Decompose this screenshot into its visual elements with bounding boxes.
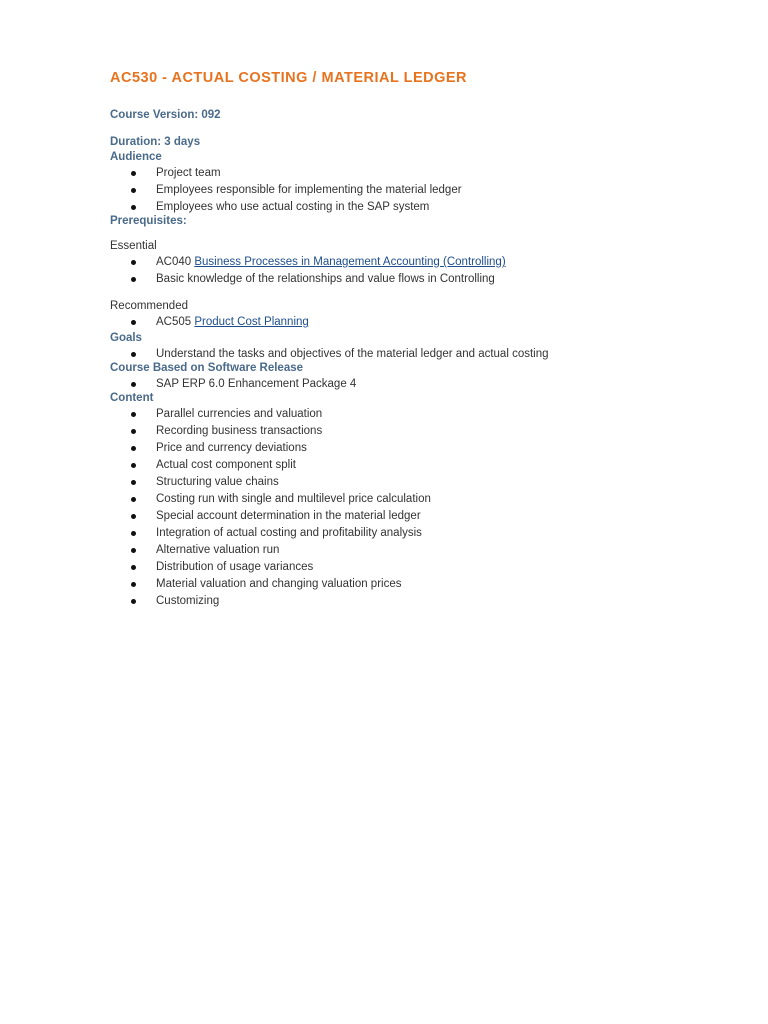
- page-title: AC530 - ACTUAL COSTING / MATERIAL LEDGER: [110, 70, 468, 86]
- software-release-heading: Course Based on Software Release: [110, 362, 304, 374]
- goals-heading: Goals: [110, 332, 142, 344]
- bullet-icon: [131, 171, 136, 176]
- list-item: Material valuation and changing valuation prices: [110, 576, 730, 593]
- course-link-ac505[interactable]: Product Cost Planning: [194, 316, 309, 328]
- list-item: Actual cost component split: [110, 457, 730, 474]
- bullet-icon: [131, 412, 136, 417]
- list-item: Distribution of usage variances: [110, 559, 730, 576]
- list-item: Parallel currencies and valuation: [110, 406, 730, 423]
- bullet-icon: [131, 382, 136, 387]
- audience-list: [110, 165, 730, 216]
- list-item: Employees responsible for implementing the material ledger: [110, 182, 730, 199]
- list-item: AC505 Product Cost Planning: [110, 314, 730, 331]
- list-item: Employees who use actual costing in the SAP system: [110, 199, 730, 216]
- duration: Duration: 3 days: [110, 136, 201, 148]
- bullet-icon: [131, 260, 136, 265]
- bullet-icon: [131, 548, 136, 553]
- essential-label: Essential: [110, 240, 157, 252]
- list-item: Integration of actual costing and profitability analysis: [110, 525, 730, 542]
- course-link-ac040[interactable]: Business Processes in Management Accounting (Controlling): [194, 256, 506, 268]
- list-item: Price and currency deviations: [110, 440, 730, 457]
- list-item: SAP ERP 6.0 Enhancement Package 4: [110, 376, 730, 393]
- list-item: Special account determination in the material ledger: [110, 508, 730, 525]
- bullet-icon: [131, 352, 136, 357]
- list-item: Customizing: [110, 593, 730, 610]
- content-heading: Content: [110, 392, 154, 404]
- list-item: Recording business transactions: [110, 423, 730, 440]
- recommended-list: [110, 314, 730, 331]
- bullet-icon: [131, 531, 136, 536]
- software-release-list: [110, 376, 730, 393]
- bullet-icon: [131, 277, 136, 282]
- course-page: [110, 68, 730, 610]
- bullet-icon: [131, 320, 136, 325]
- content-list: [110, 406, 730, 610]
- prerequisites-heading: Prerequisites:: [110, 215, 187, 227]
- bullet-icon: [131, 582, 136, 587]
- list-item: Alternative valuation run: [110, 542, 730, 559]
- essential-list: [110, 254, 730, 288]
- list-item: AC040 Business Processes in Management Accounting (Controlling): [110, 254, 730, 271]
- goals-list: [110, 346, 730, 363]
- course-version: Course Version: 092: [110, 109, 221, 121]
- list-item: Costing run with single and multilevel price calculation: [110, 491, 730, 508]
- bullet-icon: [131, 565, 136, 570]
- list-item: Project team: [110, 165, 730, 182]
- bullet-icon: [131, 188, 136, 193]
- bullet-icon: [131, 480, 136, 485]
- recommended-label: Recommended: [110, 300, 188, 312]
- bullet-icon: [131, 205, 136, 210]
- bullet-icon: [131, 446, 136, 451]
- list-item: Basic knowledge of the relationships and value flows in Controlling: [110, 271, 730, 288]
- list-item: Structuring value chains: [110, 474, 730, 491]
- bullet-icon: [131, 463, 136, 468]
- bullet-icon: [131, 599, 136, 604]
- bullet-icon: [131, 429, 136, 434]
- bullet-icon: [131, 514, 136, 519]
- list-item: Understand the tasks and objectives of the material ledger and actual costing: [110, 346, 730, 363]
- audience-heading: Audience: [110, 151, 162, 163]
- bullet-icon: [131, 497, 136, 502]
